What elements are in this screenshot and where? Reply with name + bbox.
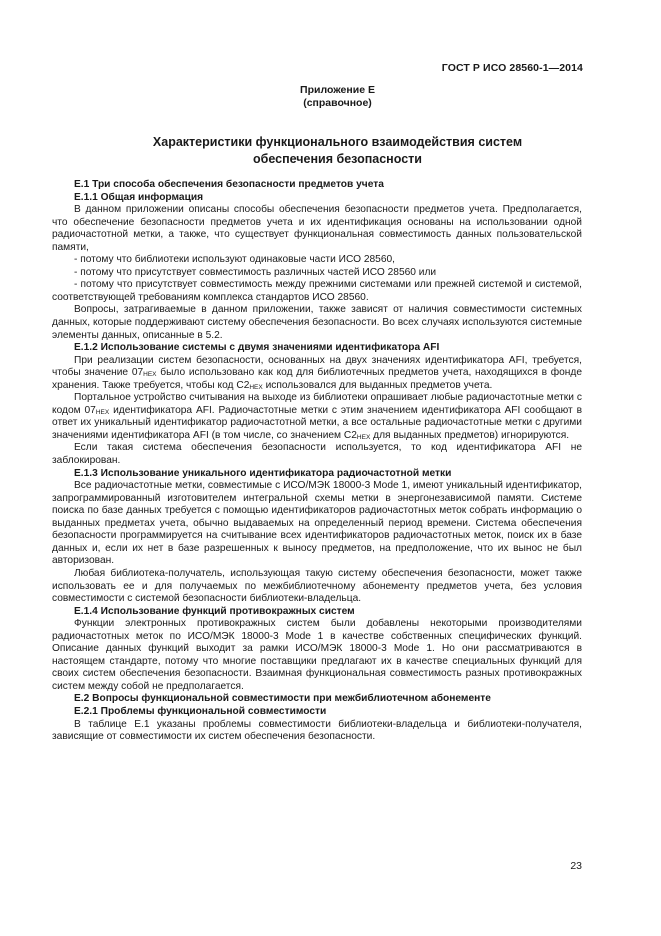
document-body [52,179,582,744]
section-heading-e11: Е.1.1 Общая информация [74,191,204,203]
hex-subscript: HEX [249,383,263,391]
title-line-1: Характеристики функционального взаимодействия систем [152,135,523,149]
hex-subscript: HEX [143,371,157,379]
section-heading-e1: Е.1 Три способа обеспечения безопасности предметов учета [74,179,384,190]
appendix-heading [0,84,661,110]
list-item: - потому что присутствует совместимость различных частей ИСО 28560 или [74,266,437,278]
list-item: - потому что библиотеки используют одинаковые части ИСО 28560, [74,254,395,266]
page-number: 23 [570,860,582,872]
section-heading-e14: Е.1.4 Использование функций противокражных систем [74,605,355,617]
appendix-label: Приложение Е [300,84,375,96]
paragraph [52,355,582,393]
paragraph: Любая библиотека-получатель, использующая такую систему обеспечения безопасности, может также использовать ее и для получаемых по межбиблиотечному абонементу предметов учета, без условия совместимости с системой безопасности библиотеки-владельца. [52,567,582,605]
list-item: - потому что присутствует совместимость между прежними системами или прежней системой и системой, соответствующей требованиям комплекса стандартов ИСО 28560. [52,279,582,303]
paragraph [52,392,582,442]
paragraph: В данном приложении описаны способы обеспечения безопасности предметов учета. Предполагается, что обеспечение безопасности предметов учета и их идентификация основаны на использовании одной радиочастотной метки, а также, что существует функциональная совместимость данных пользовательской памяти, [52,204,582,253]
title-line-2: обеспечения безопасности [253,152,422,166]
text-run: При реализации систем безопасности, основанных на двух значениях идентификатора AFI, требуется, чтобы значение 07 [52,354,582,379]
paragraph: Функции электронных противокражных систем были добавлены некоторыми производителями радиочастотных меток по ИСО/МЭК 18000-3 Mode 1 в качестве собственных специфических функций. Описание данных функций выходит за рамки ИСО/МЭК 18000-3 Mode 1. Но они рассматриваются в настоящем стандарте, потому что многие поставщики предлагают их в качестве специальных функций для своих систем обеспечения безопасности. Взаимная функциональная совместимость разных противокражных систем между собой не предполагается. [52,618,582,692]
hex-subscript: HEX [356,433,371,441]
paragraph: Все радиочастотные метки, совместимые с ИСО/МЭК 18000-3 Mode 1, имеют уникальный идентификатор, запрограммированный изготовителем интегральной схемы метки в энергонезависимой памяти. Системе поиска по базе данных требуется с помощью идентификаторов радиочастотных меток собрать информацию о выданных предметах учета, обычно выдаваемых на определенный период времени. Система обеспечения безопасности программируется на считывание всех идентификаторов радиочастотных меток, поиск их в базе данных и, если их нет в базе разрешенных к выносу предметов, на предположение, что их вынос не был авторизован. [52,480,582,567]
hex-subscript: HEX [95,408,110,416]
text-run: идентификатора AFI. Радиочастотные метки с этим значением идентификатора AFI сообщают в ответ их уникальный идентификатор радиочастотной метки, а все остальные радиочастотные метки с другими значениями идентификатора AFI (в том числе, со значением C2 [52,404,582,441]
paragraph: Если такая система обеспечения безопасности используется, то код идентификатора AFI не заблокирован. [52,442,582,467]
standard-header: ГОСТ Р ИСО 28560-1—2014 [441,62,583,74]
text-run: было использовано как код для библиотечных предметов учета, находящихся в фонде хранения. Также требуется, чтобы код C2 [52,367,583,391]
text-run: Портальное устройство считывания на выходе из библиотеки опрашивает любые радиочастотные метки с кодом 07 [52,392,582,416]
section-heading-e2: Е.2 Вопросы функциональной совместимости при межбиблиотечном абонементе [74,693,491,705]
appendix-type: (справочное) [303,97,372,109]
section-heading-e12: Е.1.2 Использование системы с двумя значениями идентификатора AFI [74,342,440,354]
appendix-title [0,134,661,168]
section-heading-e13: Е.1.3 Использование уникального идентификатора радиочастотной метки [74,467,452,479]
text-run: использовался для выданных предметов учета. [262,379,493,391]
paragraph: Вопросы, затрагиваемые в данном приложении, также зависят от наличия совместимости системных данных, которые поддерживают систему обеспечения безопасности. Во всех случаях используются системные элементы данных, описанные в 5.2. [52,304,582,341]
text-run: для выданных предметов) игнорируются. [370,429,570,441]
paragraph: В таблице Е.1 указаны проблемы совместимости библиотеки-владельца и библиотеки-получателя, зависящие от совместимости их систем обеспечения безопасности. [52,718,582,743]
section-heading-e21: Е.2.1 Проблемы функциональной совместимости [74,705,327,717]
